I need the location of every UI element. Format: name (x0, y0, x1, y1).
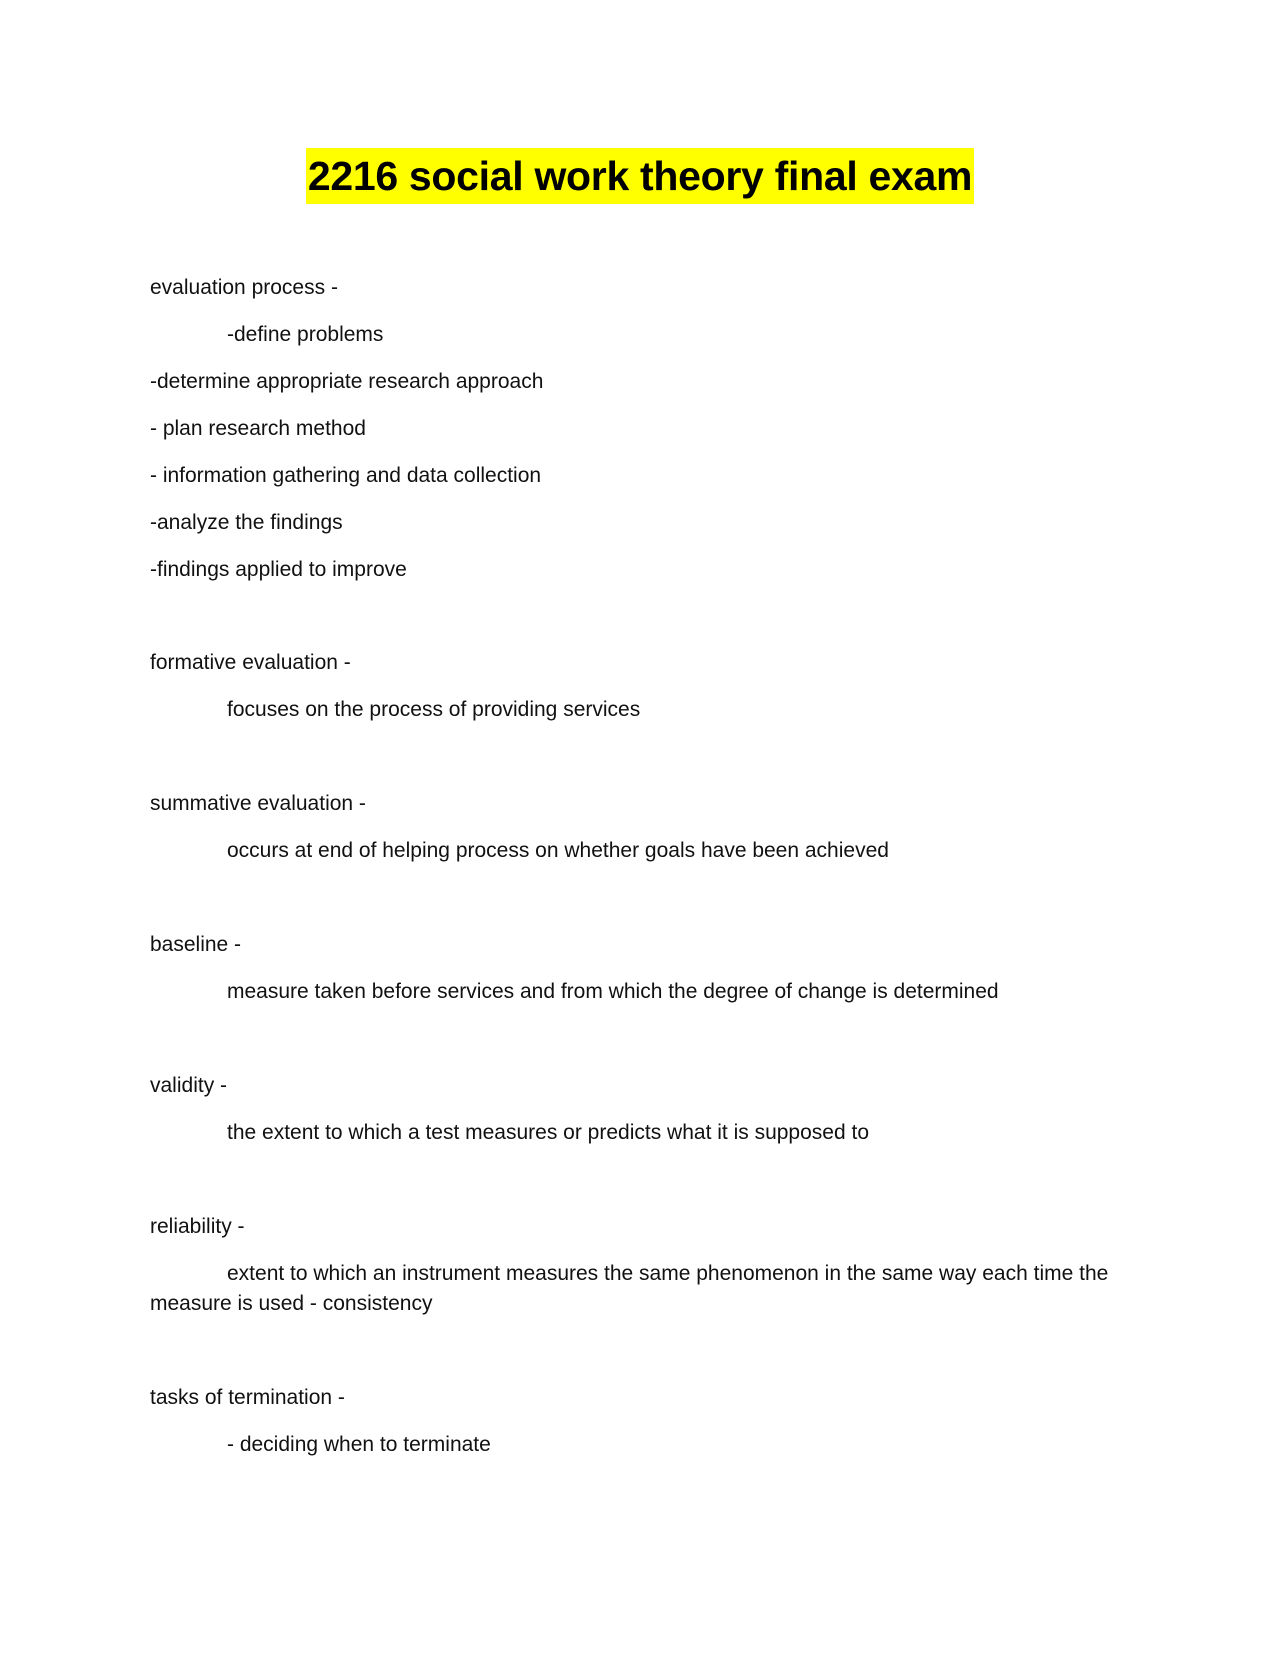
term-reliability: reliability - (150, 1215, 245, 1238)
definition-reliability: extent to which an instrument measures the same phenomenon in the same way each time the measure is used - consistency (150, 1262, 1109, 1315)
term-evaluation-process: evaluation process - (150, 276, 338, 299)
definition-baseline: measure taken before services and from which the degree of change is determined (227, 980, 999, 1003)
definition-formative-evaluation: focuses on the process of providing services (227, 698, 641, 721)
term-baseline: baseline - (150, 933, 242, 956)
definition-validity: the extent to which a test measures or predicts what it is supposed to (227, 1121, 869, 1144)
evaluation-step-apply-findings: -findings applied to improve (150, 558, 407, 581)
title-container (0, 148, 1280, 204)
term-validity: validity - (150, 1074, 228, 1097)
document-title: 2216 social work theory final exam (306, 148, 974, 204)
definition-tasks-of-termination: - deciding when to terminate (227, 1433, 491, 1456)
definition-summative-evaluation: occurs at end of helping process on whether goals have been achieved (227, 839, 889, 862)
term-summative-evaluation: summative evaluation - (150, 792, 366, 815)
evaluation-step-research-approach: -determine appropriate research approach (150, 370, 544, 393)
evaluation-step-analyze-findings: -analyze the findings (150, 511, 343, 534)
term-tasks-of-termination: tasks of termination - (150, 1386, 345, 1409)
evaluation-step-research-method: - plan research method (150, 417, 366, 440)
evaluation-step-define-problems: -define problems (227, 323, 384, 346)
term-formative-evaluation: formative evaluation - (150, 651, 351, 674)
evaluation-step-data-collection: - information gathering and data collection (150, 464, 542, 487)
